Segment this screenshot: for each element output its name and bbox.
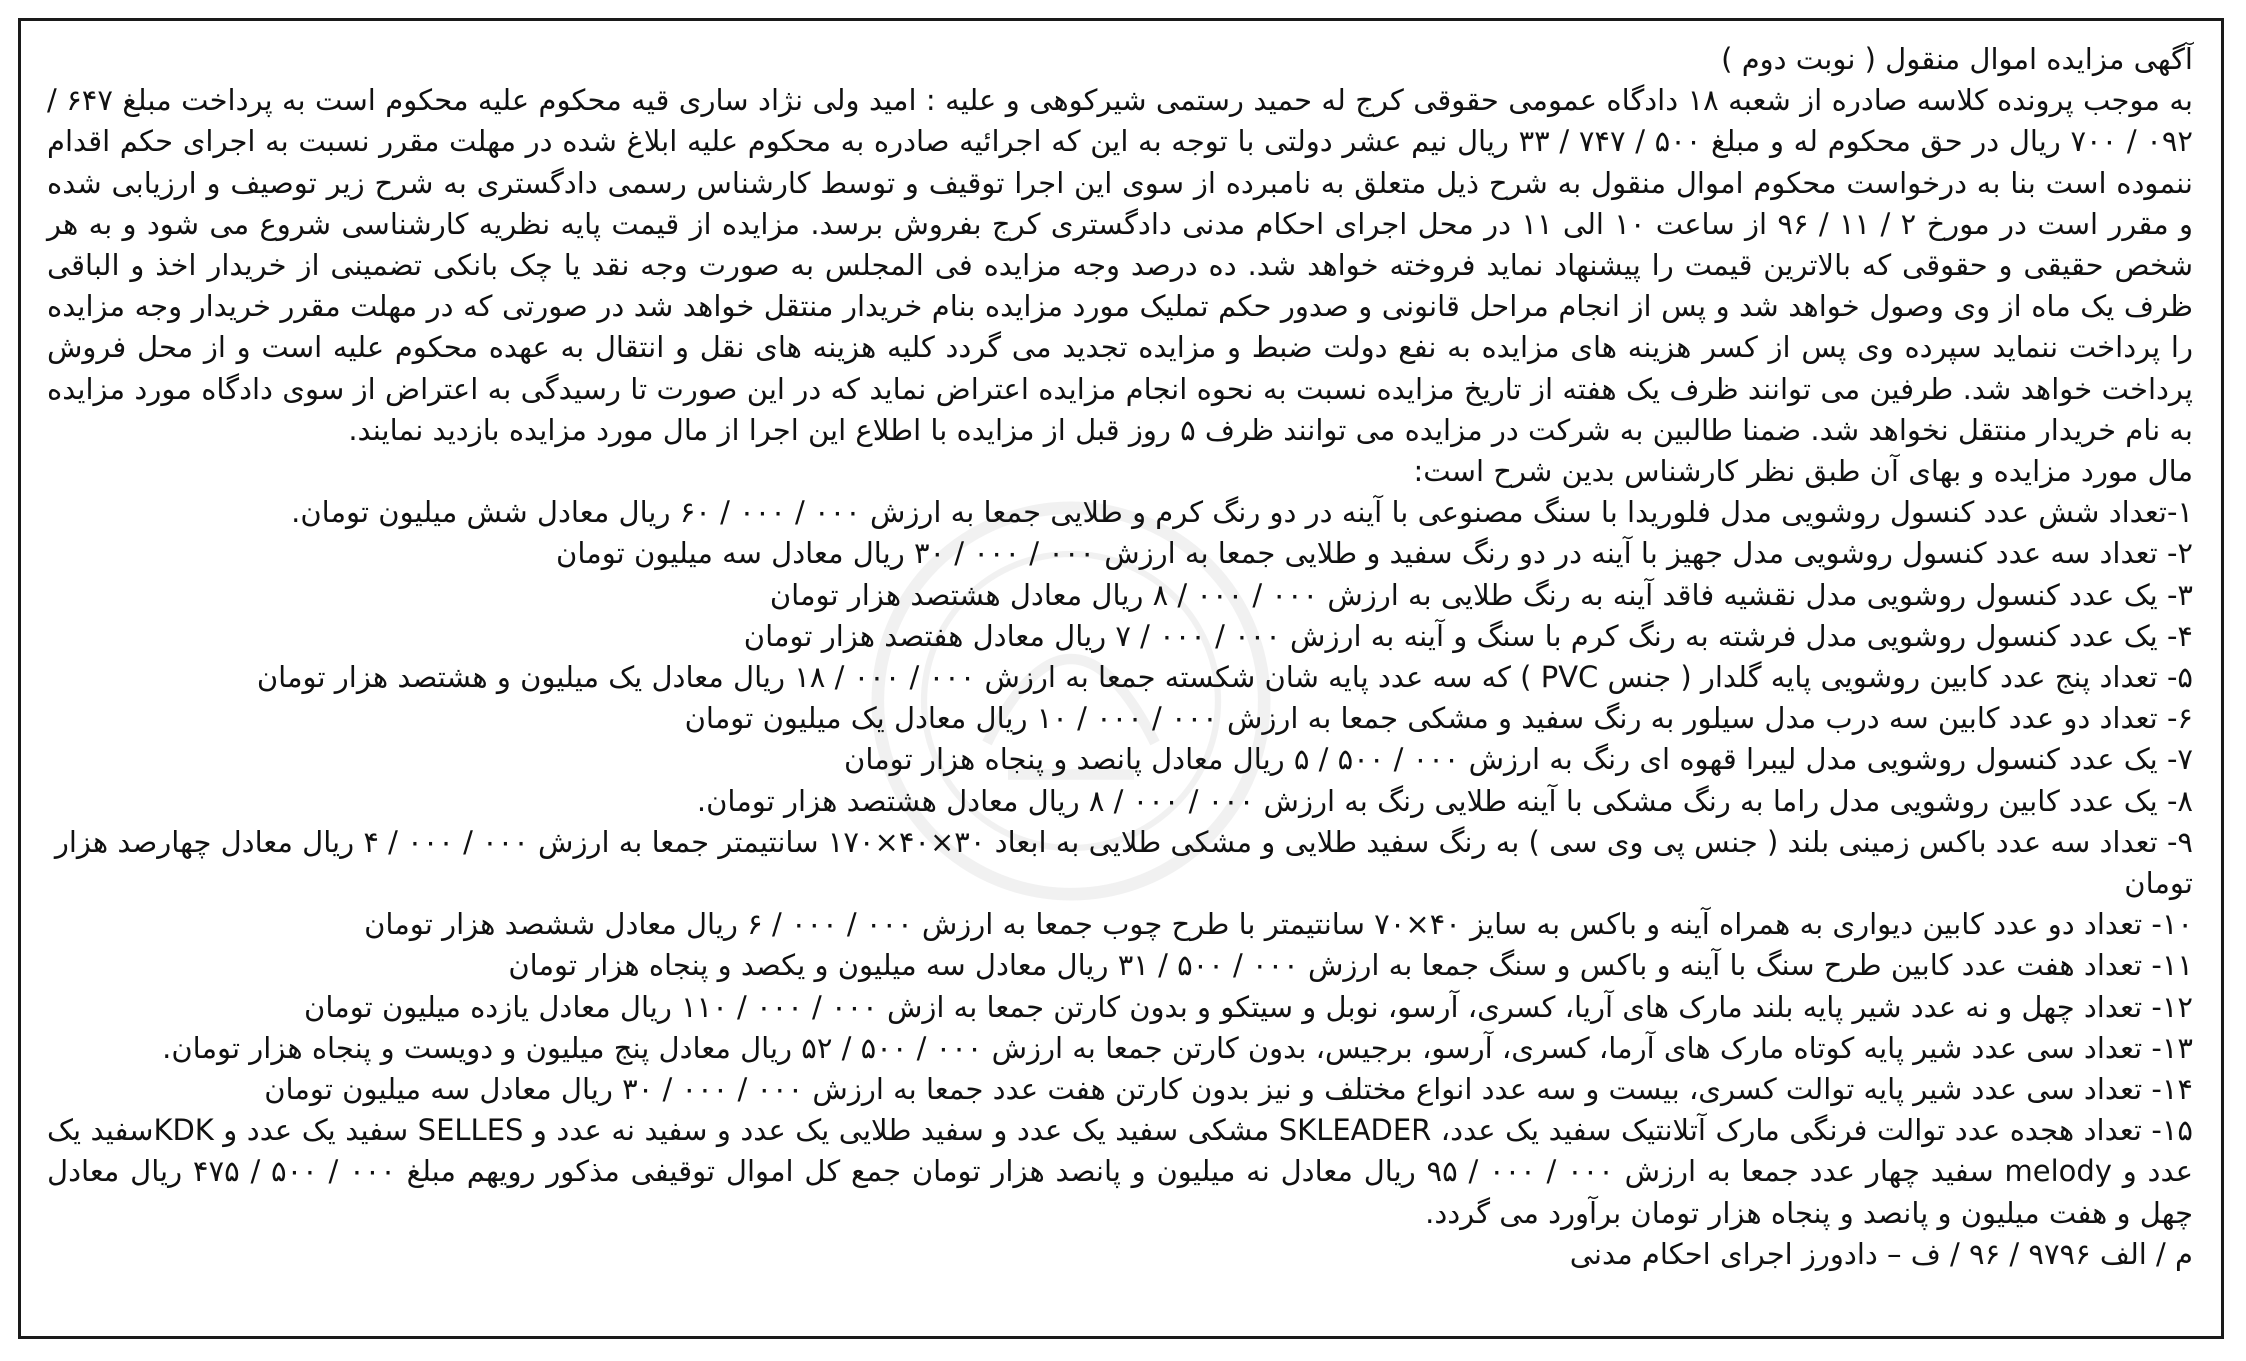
notice-frame [18,18,2224,1339]
notice-intro: به موجب پرونده کلاسه صادره از شعبه ۱۸ دادگاه عمومی حقوقی کرج له حمید رستمی شیرکوهی و علیه : امید ولی نژاد ساری قیه محکوم علیه محکوم است به پرداخت مبلغ ۶۴۷ / ۰۹۲ / ۷۰۰ ریال در حق محکوم له و مبلغ ۵۰۰ / ۷۴۷ / ۳۳ ریال نیم عشر دولتی با توجه به این که اجرائیه صادره به محکوم علیه ابلاغ شده در مهلت مقرر نسبت به اجرای حکم اقدام ننموده است بنا به درخواست محکوم اموال منقول به شرح ذیل متعلق به نامبرده از سوی این اجرا توقیف و توسط کارشناس رسمی دادگستری به شرح زیر توصیف و ارزیابی شده و مقرر است در مورخ ۲ / ۱۱ / ۹۶ از ساعت ۱۰ الی ۱۱ در محل اجرای احکام مدنی دادگستری کرج بفروش برسد. مزایده از قیمت پایه نظریه کارشناسی شروع می شود و به هر شخص حقیقی و حقوقی که بالاترین قیمت را پیشنهاد نماید فروخته خواهد شد. ده درصد وجه مزایده فی المجلس به صورت وجه نقد یا چک بانکی تضمینی از خریدار اخذ و الباقی ظرف یک ماه از وی وصول خواهد شد و پس از انجام مراحل قانونی و صدور حکم تملیک مورد مزایده بنام خریدار منتقل خواهد شد در صورتی که در مهلت مقرر خریدار وجه مزایده را پرداخت ننماید سپرده وی پس از کسر هزینه های مزایده به نفع دولت ضبط و مزایده تجدید می گردد کلیه هزینه های نقل و انتقال به عهده محکوم علیه است و از محل فروش پرداخت خواهد شد. طرفین می توانند ظرف یک هفته از تاریخ مزایده نسبت به نحوه انجام مزایده اعتراض نماید که در این صورت تا رسیدگی به اعتراض از سوی دادگاه مورد مزایده به نام خریدار منتقل نخواهد شد. ضمنا طالبین به شرکت در مزایده می توانند ظرف ۵ روز قبل از مزایده با اطلاع این اجرا از مال مورد مزایده بازدید نمایند. [47,83,2194,447]
list-item-5: ۵- تعداد پنج عدد کابین روشویی پایه گلدار ( جنس PVC ) که سه عدد پایه شان شکسته جمعا به ارزش ۰۰۰ / ۰۰۰ / ۱۸ ریال معادل یک میلیون و هشتصد هزار تومان [256,660,2193,695]
notice-body [47,39,2193,1275]
list-item-8: ۸- یک عدد کابین روشویی مدل راما به رنگ مشکی با آینه طلایی رنگ به ارزش ۰۰۰ / ۰۰۰ / ۸ ریال معادل هشتصد هزار تومان. [696,783,2193,818]
notice-title: آگهی مزایده اموال منقول ( نوبت دوم ) [1721,42,2193,76]
signature: م / الف ۹۷۹۶ / ۹۶ / ف – دادورز اجرای احکام مدنی [1569,1236,2193,1271]
list-item-11: ۱۱- تعداد هفت عدد کابین طرح سنگ با آینه و باکس و سنگ جمعا به ارزش ۰۰۰ / ۵۰۰ / ۳۱ ریال معادل سه میلیون و یکصد و پنجاه هزار تومان [508,948,2193,983]
items-list [47,492,2193,1110]
list-item-10: ۱۰- تعداد دو عدد کابین دیواری به همراه آینه و باکس به سایز ۴۰×۷۰ سانتیمتر با طرح چوب جمعا به ارزش ۰۰۰ / ۰۰۰ / ۶ ریال معادل ششصد هزار تومان [364,907,2193,942]
items-heading: مال مورد مزایده و بهای آن طبق نظر کارشناس بدین شرح است: [1413,454,2193,489]
list-item-2: ۲- تعداد سه عدد کنسول روشویی مدل جهیز با آینه در دو رنگ سفید و طلایی جمعا به ارزش ۰۰۰ / ۰۰۰ / ۳۰ ریال معادل سه میلیون تومان [556,536,2193,571]
list-item-3: ۳- یک عدد کنسول روشویی مدل نقشیه فاقد آینه به رنگ طلایی به ارزش ۰۰۰ / ۰۰۰ / ۸ ریال معادل هشتصد هزار تومان [769,577,2193,612]
list-item-13: ۱۳- تعداد سی عدد شیر پایه کوتاه مارک های آرما، کسری، آرسو، برجیس، بدون کارتن جمعا به ارزش ۰۰۰ / ۵۰۰ / ۵۲ ریال معادل پنج میلیون و دویست و پنجاه هزار تومان. [162,1030,2193,1065]
list-item-9: ۹- تعداد سه عدد باکس زمینی بلند ( جنس پی وی سی ) به رنگ سفید طلایی و مشکی طلایی به ابعاد ۳۰×۴۰×۱۷۰ سانتیمتر جمعا به ارزش ۰۰۰ / ۰۰۰ / ۴ ریال معادل چهارصد هزار تومان [54,824,2193,901]
list-item-12: ۱۲- تعداد چهل و نه عدد شیر پایه بلند مارک های آریا، کسری، آرسو، نوبل و سیتکو و بدون کارتن جمعا به ازش ۰۰۰ / ۰۰۰ / ۱۱۰ ریال معادل یازده میلیون تومان [304,989,2193,1024]
list-item-15: ۱۵- تعداد هجده عدد توالت فرنگی مارک آتلانتیک سفید یک عدد، SKLEADER مشکی سفید یک عدد و سفید طلایی یک عدد و سفید نه عدد و SELLES سفید یک عدد و KDKسفید یک عدد و melody سفید چهار عدد جمعا به ارزش ۰۰۰ / ۰۰۰ / ۹۵ ریال معادل نه میلیون و پانصد هزار تومان جمع کل اموال توقیفی مذکور رویهم مبلغ ۰۰۰ / ۵۰۰ / ۴۷۵ ریال معادل چهل و هفت میلیون و پانصد و پنجاه هزار تومان برآورد می گردد. [47,1113,2193,1230]
list-item-4: ۴- یک عدد کنسول روشویی مدل فرشته به رنگ کرم با سنگ و آینه به ارزش ۰۰۰ / ۰۰۰ / ۷ ریال معادل هفتصد هزار تومان [743,618,2193,653]
list-item-7: ۷- یک عدد کنسول روشویی مدل لیبرا قهوه ای رنگ به ارزش ۰۰۰ / ۵۰۰ / ۵ ریال معادل پانصد و پنجاه هزار تومان [844,742,2193,777]
list-item-14: ۱۴- تعداد سی عدد شیر پایه توالت کسری، بیست و سه عدد انواع مختلف و نیز بدون کارتن هفت عدد جمعا به ارزش ۰۰۰ / ۰۰۰ / ۳۰ ریال معادل سه میلیون تومان [264,1072,2193,1107]
list-item-6: ۶- تعداد دو عدد کابین سه درب مدل سیلور به رنگ سفید و مشکی جمعا به ارزش ۰۰۰ / ۰۰۰ / ۱۰ ریال معادل یک میلیون تومان [684,701,2193,736]
list-item-1: ۱-تعداد شش عدد کنسول روشویی مدل فلوریدا با سنگ مصنوعی با آینه در دو رنگ کرم و طلایی جمعا به ارزش ۰۰۰ / ۰۰۰ / ۶۰ ریال معادل شش میلیون تومان. [291,495,2193,530]
